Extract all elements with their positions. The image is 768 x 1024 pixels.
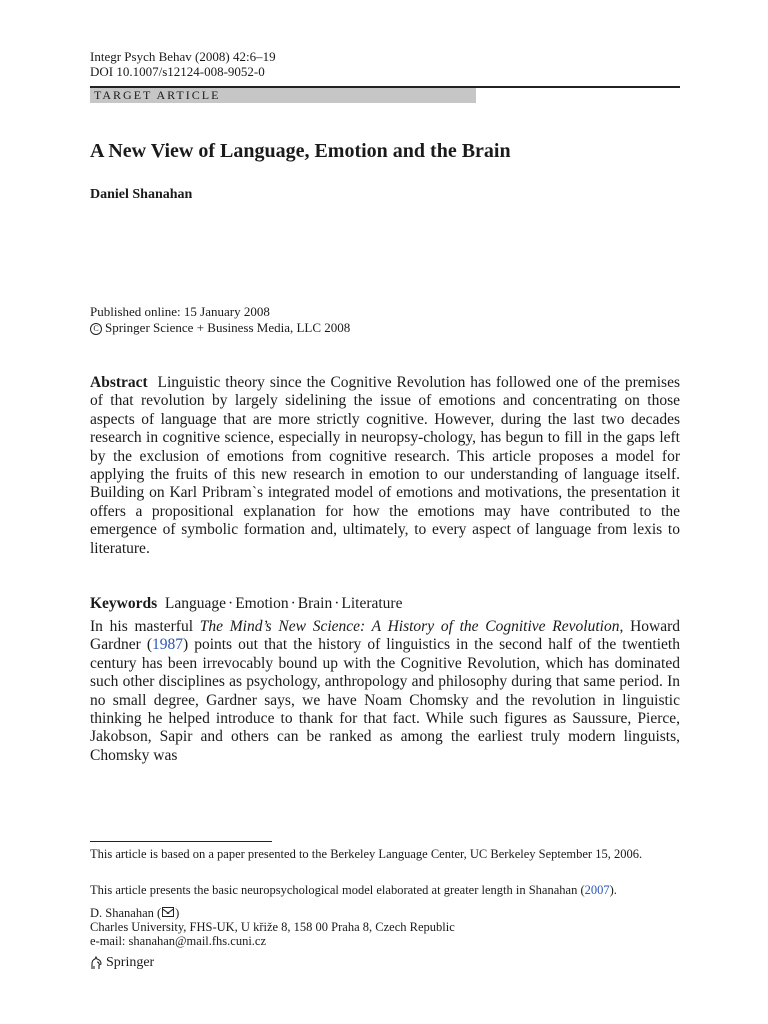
contact-affiliation: Charles University, FHS-UK, U křiže 8, 158 00 Praha 8, Czech Republic [90, 920, 455, 934]
contact-email[interactable]: e-mail: shanahan@mail.fhs.cuni.cz [90, 934, 267, 948]
keywords: Keywords Language · Emotion · Brain · Literature [90, 595, 403, 612]
footnote-text: This article presents the basic neuropsychological model elaborated at greater length in Shanahan ( [90, 883, 585, 897]
keyword-item: Emotion [235, 595, 289, 612]
springer-horse-icon [90, 956, 103, 970]
body-text: ) points out that the history of linguistics in the second half of the twentieth century has been irrevocably bound up with the Cognitive Revolution, which has dominated such other disciplines as psychology, anthropology and philosophy during that same period. In no small degree, Gardner says, we have Noam Chomsky and the revolution in linguistic thinking he helped introduce to thank for that fact. While such figures as Saussure, Pierce, Jakobson, Sapir and others can be ranked as among the earliest truly modern linguists, Chomsky was [90, 636, 680, 764]
body-text: , Howard Gardner ( [90, 618, 680, 654]
body-text: In his masterful [90, 618, 200, 635]
abstract [90, 374, 680, 558]
article-title: A New View of Language, Emotion and the Brain [90, 140, 511, 162]
copyright-icon: C [90, 323, 102, 335]
footnote-rule [90, 841, 272, 842]
book-title: The Mind’s New Science: A History of the Cognitive Revolution [199, 618, 620, 635]
mail-icon[interactable] [162, 907, 174, 917]
keywords-label: Keywords [90, 595, 158, 612]
keyword-item: Brain [297, 595, 333, 612]
copyright-text: Springer Science + Business Media, LLC 2008 [105, 320, 351, 335]
abstract-label: Abstract [90, 374, 148, 391]
citation-link[interactable]: 1987 [151, 636, 183, 654]
keyword-item: Language [164, 595, 227, 612]
contact-name-end: ) [175, 906, 180, 920]
published-date: Published online: 15 January 2008 [90, 304, 270, 319]
keyword-item: Literature [341, 595, 403, 612]
citation-link[interactable]: 2007 [584, 883, 610, 897]
abstract-text: Linguistic theory since the Cognitive Revolution has followed one of the premises of that revolution by largely sidelining the issue of emotions and concentrating on those aspects of language that are more strictly cognitive. However, during the last two decades research in cognitive science, especially in neuropsy-chology, has begun to fill in the gaps left by the exclusion of emotions from cognitive research. This article proposes a model for applying the fruits of this new research in emotion to our understanding of language itself. Building on Karl Pribram`s integrated model of emotions and motivations, the presentation it offers a propositional explanation for how the emotions may have contributed to the emergence of symbolic formation and, ultimately, to every aspect of language from lexis to literature. [90, 374, 680, 557]
footnote-1: This article is based on a paper presented to the Berkeley Language Center, UC Berkeley September 15, 2006. [90, 847, 643, 861]
copyright-line [90, 320, 350, 335]
author-name: Daniel Shanahan [90, 187, 193, 202]
journal-citation: Integr Psych Behav (2008) 42:6–19 [90, 49, 276, 64]
footnote-2 [90, 883, 680, 898]
doi: DOI 10.1007/s12124-008-9052-0 [90, 64, 265, 79]
contact-name-text: D. Shanahan ( [90, 906, 162, 920]
publisher-name: Springer [106, 955, 155, 970]
footnote-text: ). [609, 883, 617, 897]
contact-name [90, 906, 179, 921]
article-type-label: TARGET ARTICLE [90, 88, 476, 103]
body-paragraph [90, 618, 680, 765]
article-type-banner [90, 86, 680, 104]
publisher-logo [90, 955, 154, 971]
